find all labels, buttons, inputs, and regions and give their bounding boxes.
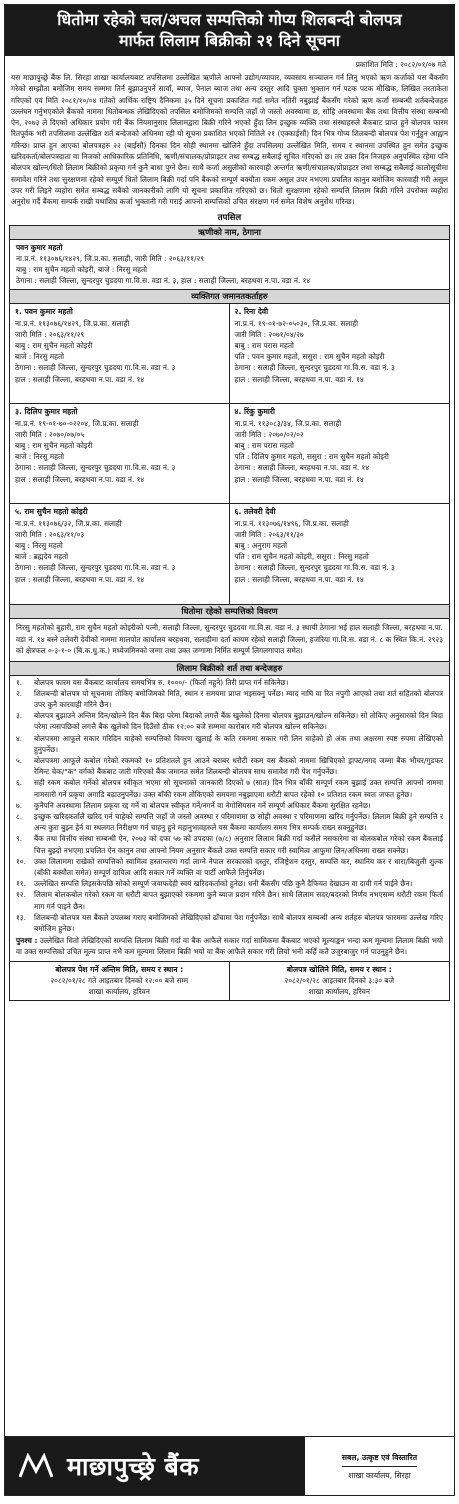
guarantor-line: जारी मिति : २०७०/०७/०५ [15,429,85,439]
term-item [16,811,443,833]
guarantor-line: जारी मिति : २०६३/११/०३ [15,529,85,539]
bank-name: माछापुच्छ्रे बैंक [67,1452,200,1481]
borrower-citizenship: ना.प्र.नं. ११३०७६/१४२९, जि.प्र.का. सलाही, जारी मिति : २०६३/११/२९ [16,253,205,263]
term-text: उक्त लिलाममा राखेको सम्पत्तिको स्वामित्व हस्तान्तरण गर्दा लाग्ने नेपाल सरकारको दस्तुर, रजिष्ट्रेशन दस्तुर, सम्पत्ति कर, स्थानिय कर र धारा/बिजुली शुल्क (बाँकी बक्यौता समेत) सम्पूर्ण दायित्व आदि सकार गर्ने व्यक्ति वा पार्टी आफैले तिर्नुपर्नेछ। [34,856,443,878]
guarantor-line: हाल : सलाही जिल्ला, बरहथवा न.पा. वडा नं. १४ [234,474,364,484]
guarantor-line: पति : दिलिप कुमार महतो, ससुरा : राम सुचैन महतो कोइरी [234,452,389,462]
guarantor-name: ३. दिलिप कुमार महतो [15,407,78,417]
guarantor-name: १. पवन कुमार महतो [15,307,73,317]
term-text: शिलबन्दी बोलपत्र यस बैंकले उपलब्ध गराए बमोजिमको लेखिदिएको ढाँचामा पेश गर्नुपर्नेछ। साथै बोलपत्र सम्बन्धी अन्य शर्तहरु बोलपत्र फारममा उल्लेख गरिए बमोजिम हुनेछ। [34,912,443,934]
guarantor-line: ठेगाना : सलाही जिल्ला, सुन्दरपुर चुडदया गा.वि.स. वडा नं. ३ [234,563,395,573]
term-item [16,688,443,710]
term-number: १०. [16,856,26,866]
term-number: ९. [16,834,23,844]
term-number: ४. [16,733,23,743]
guarantor-line: ना.प्र.नं. ११३०७६/१४२९, जि.प्र.का. सलाही [15,318,130,328]
opening-label: बोलपत्र खोलिने मिति, समय र स्थान : [286,964,392,974]
term-number: १. [16,677,23,687]
notice-title [5,5,454,56]
guarantor-line: ठेगाना : सलाही जिल्ला, सुन्दरपुर चुडदया गा.वि.स. वडा नं. ३ [234,363,395,373]
guarantor-name: ६. तलेवरी देवी [234,507,276,517]
term-number: २. [16,688,23,698]
opening-place: शाखा कार्यालय, हरिवन [308,986,370,996]
guarantor-line: ना.प्र.नं. १९-०१-७०-०२२०४, जि.प्र.का. सलाही [15,418,139,428]
postscript-text: उल्लेखित धितो लेखिदिएको सम्पत्ति लिलाम बिक्री गर्दा वा बैंक आफैले सकार गर्दा सामिकमा बैंकबाट भएको मूल्याङ्कन भन्दा कम मूल्यमा लिलाम बिक्री भयो वा उक्त सम्पत्तिको उचित मूल्य प्राप्त नभै कम मूल्यमा लिलाम बिक्री भयो वा बैंक आफैले सकार गरी लियो भनी कहिँ कतै उजुरबाजुर गर्न पाउनुहुने छैन। [16,936,443,957]
guarantor-card [10,404,230,504]
guarantor-line: ठेगाना : सलाही जिल्ला, सुन्दरपुर चुडदया गा.वि.स. वडा नं. ३ [15,363,176,373]
guarantor-line: बाबु : राम परास महतो [234,440,294,450]
guarantor-line: ना.प्र.नं. ११३०८३/३४, जि.प्र.का. सलाही [234,418,342,428]
term-number: ७. [16,800,23,810]
term-item [16,889,443,911]
term-item [16,800,443,811]
auction-notice [4,4,455,1496]
terms-heading: लिलाम बिक्रीको शर्त तथा बन्देजहरु [10,662,449,676]
term-item [16,856,443,878]
guarantor-line: हाल : सलाही जिल्ला, बरहथवा न.पा. वडा नं. १४ [15,574,145,584]
term-item [16,677,443,688]
guarantors-grid [10,304,449,604]
guarantor-line: बाजे : निरसु महतो [15,352,65,362]
guarantor-card [10,304,230,404]
term-number: ६. [16,778,23,788]
property-heading: धितोमा रहेको सम्पत्तिको विवरण [10,605,449,619]
term-item [16,777,443,799]
borrower-name: पवन कुमार महतो [16,242,63,252]
guarantor-line: पति : पवन कुमार महतो, ससुरा : राम सुचैन महतो कोइरी [234,352,385,362]
guarantor-line: ना.प्र.नं. ११३०७६/३२, जि.प्र.का. सलाही [15,518,122,528]
schedule-title: तपसिल [217,212,242,223]
term-item [16,755,443,777]
intro-paragraph: यस माछापुच्छ्रे बैंक लि. सिरहा शाखा कार्यालयबाट तपसिलमा उल्लेखित ऋणीले आफ्नो उद्योग/व्यापार, व्यवसाय सञ्चालन गर्न लिनु भएको ऋण कर्जाको यस बैंकसँग गरेको सम्झौता बमोजिम समय सम्ममा तिर्न बुझाउनुपर्ने सावाँ, ब्याज, पेनाल ब्याज तथा अन्य दस्तुर आदि चुक्ता भुक्तान गर्न पटक पटक मौखिक, लिखित तरताकेता गरिएको एवं मिति २०८१/१०/०४ गतेको आर्थिक राष्ट्रिय दैनिकमा ३५ दिने सूचना प्रकाशित गर्दा समेत नतिरी नबुझाई बैंकसँग गरेको ऋण कर्जा सम्बन्धी शर्तबन्देजहरु उल्लंघन गर्नुभएकोले बैंकको नाममा धितोबन्धक लेखिदिएको तपसिल बमोजिमको सम्पत्ति जहाँ जे जस्तो अवस्थामा छ, सोहि अवस्थामा बैंक तथा वित्तीय संस्था सम्बन्धी ऐन, २०७३ ले दिएको अधिकार प्रयोग गरी बैंक नियमानुसार लिलामद्वारा बिक्री गरिने भएको हुँदा लिन इच्छुक व्यक्ति तथा संस्थाहरुले बैंकबाट प्राप्त हुने बोलपत्र फारम रितपूर्वक भरी तपसिलमा उल्लेखित शर्त बन्देजको अधिनमा रही यो सूचना प्रकाशित भएको मितिले २१ (एक्काईसौं) दिन भित्र गोप्य शिलबन्दी बोलपत्र पेश गर्नुहुन आह्वान गरिन्छ। प्राप्त हुन आएका बोलपत्रहरु २२ (बाईसौं) दिनका दिन सोही स्थानमा खोलिने हुँदा तपसिलमा उल्लेखित मिति, समय र स्थानमा उपस्थित हुन समेत इच्छुक खरिदकर्ता/बोलपत्रदाता वा निजको आधिकारिक प्रतिनिधि, ऋणी/संचालक/प्रोप्राइटर तथा सम्बद्ध सबैलाई सूचित गरिएको छ। तर उक्त दिन निजहरु अनुपस्थित रहेमा पनि बोलपत्र खोल्न/धितो लिलाम बिक्रीको प्रकृया गर्न कुनै बाधा पुग्ने छैन। साथै कर्जा असुलीको कारवाही अन्तर्गत ऋणी/संचालक/प्रोप्राइटर तथा सम्बद्ध सबैलाई कालोसूचीमा समावेश गरिने तथा सुरक्षणमा रहेको सम्पूर्ण धितो लिलाम बिक्री गर्दा पनि बैंकको सम्पूर्ण बक्यौता रकम असुल उपर नभएमा प्रचलित कानुन बमोजिम कारवाही गरी असुल उपर गरी लिइने व्यहोरा समेत सम्बद्ध सबैको जानकारीको लागि यो सूचना प्रकाशित गरिएको छ। धितो सुरक्षणमा रहेको सम्पत्ति लिलाम बिक्री गरिने उपरोक्त व्यहोरा अनुरोध गर्दै बैंकमा सम्पर्क राखी यथाशिघ्र कर्जा भुक्तानी गरी गराई आफ्नो सम्पत्तिको उचित संरक्षण गर्न समेत विशेष अनुरोध गरिन्छ। [11,73,448,207]
submission-label: बोलपत्र पेश गर्ने अन्तिम मिति, समय र स्थान : [55,964,184,974]
guarantors-section [9,290,450,605]
branch-name: शाखा कार्यालय, सिरहा [348,1470,411,1480]
term-text: सही रकम कबोल गर्नेको बोलपत्र स्वीकृत भएमा सो सूचनाको जानकारी दिएको ७ (सात) दिन भित्र बाँकी सम्पूर्ण रकम बुझाई उक्त सम्पत्ति आफ्नो नाममा नामसारी गर्ने प्रकृया अगाडि बढाउनुपर्नेछ। उक्त बाँकी रकम तोकिएको समयमा नबुझाएमा धरौटी बापत रहेको १० प्रतिशत रकम स्वतः जफत हुनेछ। [34,778,443,799]
submission-datetime: २०८२/०१/२८ गते आइतबार दिनको १२:०० बजे सम्म [50,975,189,985]
term-number: ३. [16,711,23,721]
term-text: बोलपत्र फारम यस बैंकबाट कार्यालय समयभित्र रु. १०००/- (फिर्ता नहुने) तिरी प्राप्त गर्न सकिनेछ। [34,677,289,687]
guarantor-line: बाबु : राम सुचैन महतो कोइरी [15,440,93,450]
guarantor-line: बाबु : अनुराग महतो [234,540,288,550]
term-item [16,733,443,755]
term-item [16,833,443,855]
bank-slogan: सबल, उत्कृष्ट एवं विस्तारित [342,1451,417,1467]
term-text: बोलपत्र बुझाउने अन्तिम दिन/खोल्ने दिन बैंक बिदा परेमा बिदाको लगत्तै बैंक खुलेको दिनमा बोलपत्र बुझाउन/खोल्न सकिनेछ। सो तोकिए अनुसारको दिन बिदा परेमा त्यसपछिको लगत्तै बैंक खुलेको दिन दिउँसो ठीक १२:०० बजे सम्ममा कारोबार गरी बोलपत्र खोल्न सकिनेछ। [34,711,443,732]
guarantor-line: जारी मिति : २०७०/०२/०२ [234,429,304,439]
property-section [9,605,450,661]
bank-tagline [305,1437,454,1495]
postscript-label: पुनश्च : [16,936,38,946]
guarantor-line: जारी मिति : २०७१/०४/२७ [234,329,304,339]
term-item [16,710,443,732]
guarantor-line: ठेगाना : सलाही जिल्ला, सुन्दरपुर चुडदया गा.वि.स. वडा नं. ३ [15,563,176,573]
guarantor-line: जारी मिति : २०६३/११/२९ [15,329,85,339]
fishtail-mountain-icon [19,1453,53,1479]
guarantor-card [230,404,450,504]
term-number: १२. [16,890,26,900]
term-text: लिलाम बोलकबोल गरेको रकम वा धरौटी बापत बुझाएको रकममा कुनै ब्याज प्रदान गरिने छैन। साथै लिलाम सदर/बदरको निर्णय नभएसम्म धरौटी रकम फिर्ता माग गर्न पाइने छैन। [34,890,443,911]
borrower-family: बाबु : राम सुचैन महतो कोइरी, बाजे : निरसु महतो [16,264,148,274]
bank-footer [5,1436,454,1495]
submission-place: शाखा कार्यालय, हरिवन [88,986,150,996]
guarantor-line: ठेगाना : सलाही जिल्ला, बरहथवा न.पा. वडा नं. १४ [234,463,370,473]
term-number: ५. [16,756,23,766]
term-item [16,912,443,934]
guarantor-line: ठेगाना : सलाही जिल्ला, सुन्दरपुर चुडदया गा.वि.स. वडा नं. ३ [15,463,176,473]
guarantors-heading: व्यक्तिगत जमानतकर्ताहरु [10,290,449,304]
guarantor-name: २. रिना देवी [234,307,269,317]
tender-dates [9,962,450,1001]
terms-section [9,662,450,962]
notice-title-line-1: धितोमा रहेको चल/अचल सम्पत्तिको गोप्य शिलबन्दी बोलपत्र [57,10,402,29]
guarantor-line: बाबु : निरसु महतो [15,540,63,550]
guarantor-line: हाल : सलाही जिल्ला, बरहथवा न.पा. वडा नं. १४ [234,374,364,384]
term-text: बैंक तथा वित्तीय संस्था सम्बन्धी ऐन, २०७३ को दफा ५७ को उपदफा (७/८) अनुसार लिलाम बिक्री गर्दा कसैले नसकारेमा वा बोलकबोल गरेको रकम बैंकलाई चित्त बुझ्दो नभएमा प्रचलित ऐन कानुन तथा आफ्नो नियम अनुसार बैंकले उक्त सम्पत्ति सकार गरी स्वामित्व आफुमा लिन/अधिनमा राख्न सक्नेछ। [34,834,443,855]
guarantor-name: ५. राम सुचैन महतो कोइरी [15,507,88,517]
terms-list [10,676,449,961]
guarantor-line: हाल : सलाही जिल्ला, बरहथवा न.पा. वडा नं. १४ [15,374,145,384]
submission-deadline [10,962,230,1000]
term-text: शिलबन्दी बोलपत्र यो सूचनामा तोकिए बमोजिमको मिति, स्थान र समयमा प्राप्त भइसक्नु पर्नेछ। म्याद नाघि वा रित नपुगी आएको तथा शर्त सहितको बोलपत्र उपर कुनै कारवाही गरिने छैन। [34,688,443,709]
guarantor-card [230,304,450,404]
guarantor-line: पति : राम सुचैन महतो कोइरी, ससुरा : निरसु महतो [234,552,369,562]
notice-title-line-2: मार्फत लिलाम बिक्रीको २१ दिने सूचना [119,31,340,50]
borrower-section [9,225,450,291]
property-description: निरसु महतोको बुहारी, राम सुचैन महतो कोइरीको पत्नी, सलाही जिल्ला, सुन्दरपुर चुडदया गा.वि.स. वडा नं. ३ स्थायी ठेगाना भई हाल सलाही जिल्ला, बरहथवा न.पा. वडा नं. १४ बस्ने तलेवरी देवीको नाममा मालपोत कार्यालय बरहथवा, सलाहीमा दर्ता कायम रहेको सलाही जिल्ला, हजरिया गा.वि.स. वडा नं. ८ क स्थित कि.नं. २९२३ को क्षेत्रफल ०-३-१-० (बि.क.धु.क.) मध्येजमिनको जग्गा तथा उक्त जग्गामा निर्मित सम्पूर्ण लिगलगापात समेत। [16,623,443,656]
postscript-note [16,934,443,957]
guarantor-line: बाबु : राम परास महतो [234,340,294,350]
term-number: १३. [16,912,26,922]
guarantor-line: ना.प्र.नं. ११३०७६/१४९६, जि.प्र.का. सलाही [234,518,349,528]
guarantor-line: बाबु : राम सुचैन महतो कोइरी [15,340,93,350]
borrower-address: ठेगाना : सलाही जिल्ला, सुन्दरपुर चुडदया गा.वि.स. वडा नं. ३, हाल : सलाही जिल्ला, बरहथवा न.पा. वडा नं. १४ [16,276,311,286]
term-text: इच्छुक खरिदकर्तालै खरिद गर्न चाहेको सम्पत्ति जहाँ जे जस्तो अवस्था र परिमाणमा छ सोही अवस्था र परिमाणमा खरिद गर्नुपर्नेछ। लिलाम बिक्री हुने सम्पत्ति र अन्य कुरा बुझ्न हेर्न वा स्थलगत निरीक्षण गर्न चाहनु हुने महानुभावहरुले यस बैंकमा कार्यालय समय भित्र सम्पर्क राख्न सक्नुहुनेछ। [34,812,443,833]
term-number: ८. [16,812,23,822]
term-text: कुनैपनि अवस्थामा लिलाम प्रकृया रद्द गर्ने वा बोलपत्र स्वीकृत गर्ने/नगर्ने वा नेगोसियसन गर्ने सम्पूर्ण अधिकार बैंकमा सुरक्षित रहनेछ। [34,800,371,810]
guarantor-line: बाजे : ब्रह्मदेव महतो [15,552,69,562]
term-text: बोलपत्रमा आफूले सकार गरिदिन चाहेको सम्पत्तिको विवरण खुलाई के कति रकममा सकार गरी लिन चाहेको हो अंक तथा अक्षरमा स्पष्ट रुपमा लेखिएको हुनुपर्नेछ। [34,733,443,754]
published-date: प्रकाशित मिति : २०८२/०१/०७ गते [355,60,446,69]
bank-brand [5,1437,305,1495]
guarantor-line: हाल : सलाही जिल्ला, बरहथवा न.पा. वडा नं. १४ [15,474,145,484]
term-text: बोलपत्रमा आफूले कबोल गरेको रकमको १० प्रतिशतले हुन आउने बराबर धरौटी रकम यस बैंकको नाममा खिचिएको ड्राफ्ट/नगद जम्मा बैंक भौचर/गुडफर रेमिन्ट चेक/"क" वर्गको बैंकबाट जारी गरिएको बैंक जमानत समेत शिलबन्दी बोलपत्र साथ समावेश गरी पेश गर्नुपर्नेछ। [34,756,443,777]
term-number: ११. [16,879,26,889]
guarantor-card [230,504,450,604]
guarantor-card [10,504,230,604]
opening-date [230,962,450,1000]
guarantor-line: ना.प्र.नं. १९-०१-७२-०५०३०, जि.प्र.का. सलाही [234,318,358,328]
guarantor-line: बाजे : निरसु महतो [15,452,65,462]
borrower-details [10,240,449,290]
guarantor-line: हाल : सलाही जिल्ला, बरहथवा न.पा. वडा नं. १४ [234,574,364,584]
guarantor-line: जारी मिति : २०६३/११/३० [234,529,304,539]
borrower-heading: ऋणीको नाम, ठेगाना [10,226,449,240]
term-item [16,878,443,889]
term-text: उल्लेखित सम्पत्ति लिइसकेपछि सोको सम्पूर्ण जवाफदेही स्वयं खरिदकर्ताको हुनेछ। धनी बैंकसँग पछि कुनै दैफियत देखाउन वा दावी गर्न पाईने छैन। [34,879,413,889]
opening-datetime: २०८२/०१/२८ आइतबार दिनको ३:३० बजे [284,975,395,985]
guarantor-name: ४. रिंकु कुमारी [234,407,275,417]
